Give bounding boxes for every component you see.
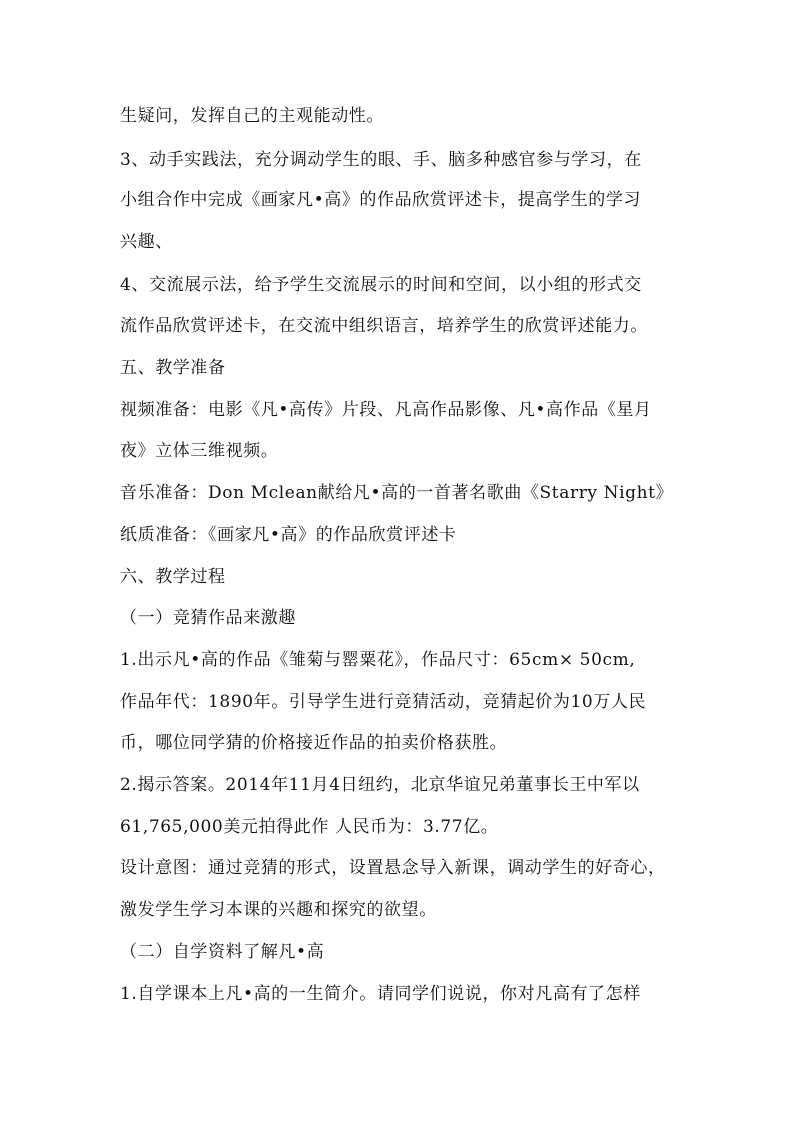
paragraph-line: 2.揭示答案。2014年11月4日纽约，北京华谊兄弟董事长王中军以 xyxy=(120,775,640,795)
paragraph-line: 61,765,000美元拍得此作 人民币为：3.77亿。 xyxy=(120,817,499,837)
paragraph-line: 视频准备：电影《凡•高传》片段、凡高作品影像、凡•高作品《星月 xyxy=(120,400,652,420)
paragraph-line: 设计意图：通过竞猜的形式，设置悬念导入新课，调动学生的好奇心， xyxy=(120,858,666,878)
paragraph-line: 纸质准备：《画家凡•高》的作品欣赏评述卡 xyxy=(120,525,457,545)
section-heading: 五、教学准备 xyxy=(120,358,226,378)
paragraph-line: 4、交流展示法，给予学生交流展示的时间和空间，以小组的形式交 xyxy=(120,275,642,295)
paragraph-line: 流作品欣赏评述卡，在交流中组织语言，培养学生的欣赏评述能力。 xyxy=(120,316,648,336)
subsection-heading: （二）自学资料了解凡•高 xyxy=(120,942,325,962)
subsection-heading: （一）竞猜作品来激趣 xyxy=(120,608,296,628)
paragraph-line: 激发学生学习本课的兴趣和探究的欲望。 xyxy=(120,900,437,920)
paragraph-line: 币，哪位同学猜的价格接近作品的拍卖价格获胜。 xyxy=(120,733,508,753)
paragraph-line: 小组合作中完成《画家凡•高》的作品欣赏评述卡，提高学生的学习 xyxy=(120,190,642,210)
paragraph-line: 3、动手实践法，充分调动学生的眼、手、脑多种感官参与学习，在 xyxy=(120,150,642,170)
section-heading: 六、教学过程 xyxy=(120,567,226,587)
paragraph-line: 生疑问，发挥自己的主观能动性。 xyxy=(120,106,384,126)
paragraph-line: 夜》立体三维视频。 xyxy=(120,441,279,461)
paragraph-line: 兴趣、 xyxy=(120,232,173,252)
paragraph-line: 音乐准备：Don Mclean献给凡•高的一首著名歌曲《Starry Night》 xyxy=(120,483,674,503)
paragraph-line: 1.自学课本上凡•高的一生简介。请同学们说说，你对凡高有了怎样 xyxy=(120,984,641,1004)
paragraph-line: 1.出示凡•高的作品《雏菊与罂粟花》，作品尺寸：65cm× 50cm, xyxy=(120,650,636,670)
paragraph-line: 作品年代：1890年。引导学生进行竞猜活动，竞猜起价为10万人民 xyxy=(120,692,647,712)
